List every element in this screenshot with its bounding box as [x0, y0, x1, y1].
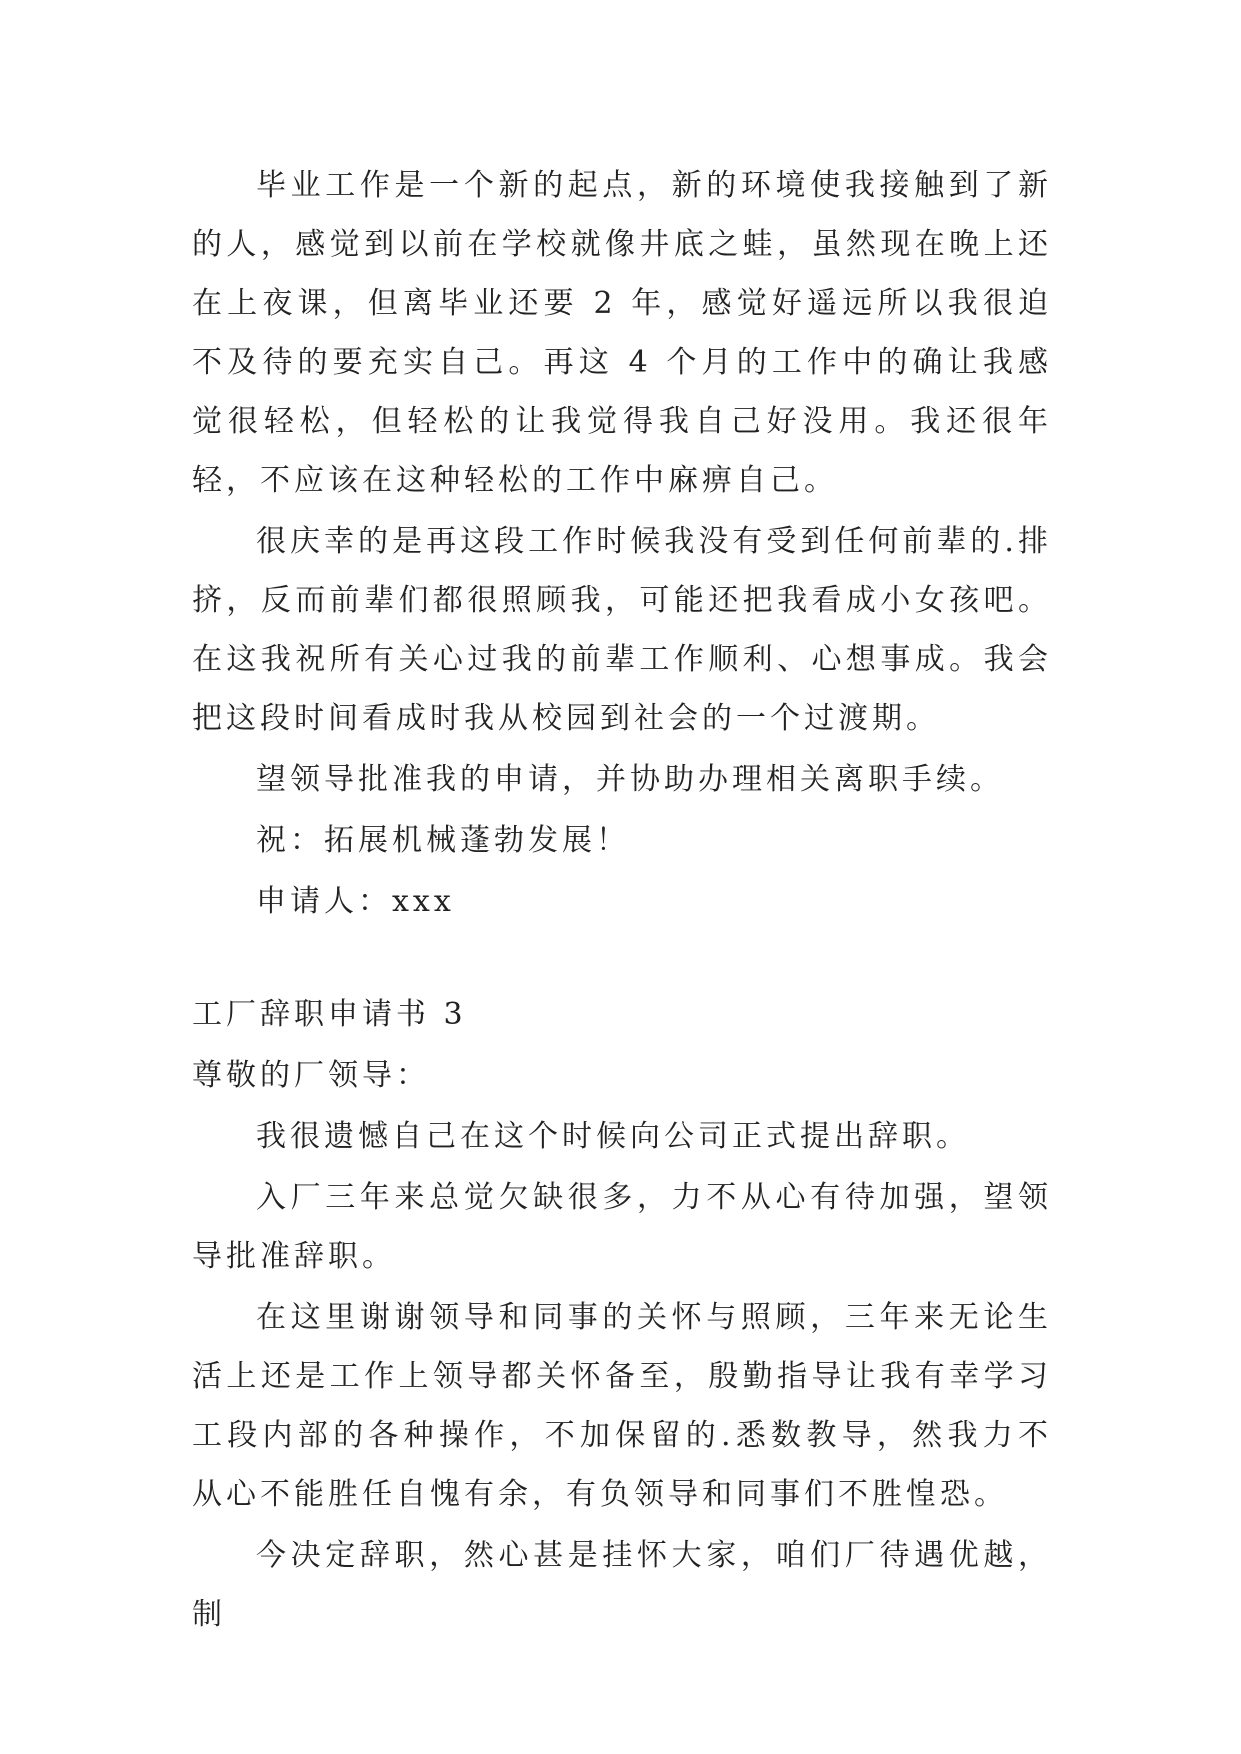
- document-body: [192, 156, 1052, 1646]
- applicant-signature: 申请人：xxx: [256, 884, 455, 919]
- salutation: 尊敬的厂领导：: [192, 1058, 430, 1093]
- paragraph-request-approval: 望领导批准我的申请，并协助办理相关离职手续。: [256, 762, 1004, 797]
- paragraph-thanks: 在这里谢谢领导和同事的关怀与照顾，三年来无论生活上还是工作上领导都关怀备至，殷勤指导让我有幸学习工段内部的各种操作，不加保留的.悉数教导，然我力不从心不能胜任自愧有余，有负领导和同事们不胜惶恐。: [192, 1300, 1052, 1512]
- paragraph-decision: 今决定辞职，然心甚是挂怀大家，咱们厂待遇优越，制: [192, 1538, 1052, 1632]
- paragraph-regret: 我很遗憾自己在这个时候向公司正式提出辞职。: [256, 1119, 970, 1154]
- paragraph-new-start: 毕业工作是一个新的起点，新的环境使我接触到了新的人，感觉到以前在学校就像井底之蛙，虽然现在晚上还在上夜课，但离毕业还要 2 年，感觉好遥远所以我很迫不及待的要充实自己。再这 4 个月的工作中的确让我感觉很轻松，但轻松的让我觉得我自己好没用。我还很年轻，不应该在这种轻松的工作中麻痹自己。: [192, 168, 1052, 498]
- section-title: 工厂辞职申请书 3: [192, 997, 467, 1032]
- paragraph-wishes: 祝：拓展机械蓬勃发展！: [256, 823, 630, 858]
- section-spacer: [192, 931, 1052, 985]
- paragraph-three-years: 入厂三年来总觉欠缺很多，力不从心有待加强，望领导批准辞职。: [192, 1180, 1052, 1274]
- paragraph-gratitude-seniors: 很庆幸的是再这段工作时候我没有受到任何前辈的.排挤，反而前辈们都很照顾我，可能还把我看成小女孩吧。在这我祝所有关心过我的前辈工作顺利、心想事成。我会把这段时间看成时我从校园到社会的一个过渡期。: [192, 524, 1052, 736]
